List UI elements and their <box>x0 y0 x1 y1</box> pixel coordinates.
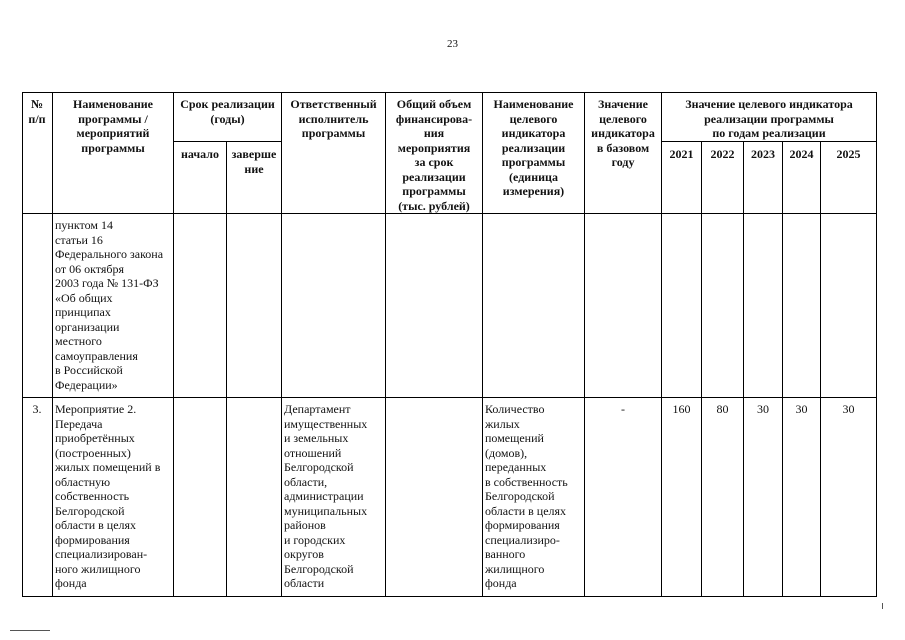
header-term: Срок реализации (годы) <box>180 97 275 126</box>
header-funding: Общий объем финансирова- ния мероприятия за срок реализации программы (тыс. рублей) <box>395 97 473 213</box>
page-number: 23 <box>447 38 458 50</box>
header-indicator-name: Наименование целевого индикатора реализации программы (единица измерения) <box>493 97 574 198</box>
row-program-name: Мероприятие 2. Передача приобретённых (построенных) жилых помещений в областную собственность Белгородской области в целях формирования специализирован- ного жилищного фонда <box>55 402 161 590</box>
header-program-name: Наименование программы / мероприятий программы <box>73 97 153 155</box>
header-year-2025: 2025 <box>836 147 861 161</box>
header-year-2022: 2022 <box>710 147 735 161</box>
row-indicator: Количество жилых помещений (домов), переданных в собственность Белгородской области в целях формирования специализиро- ванного жилищного фонда <box>485 402 568 590</box>
header-term-start: начало <box>180 147 220 161</box>
scan-mark <box>882 603 883 609</box>
header-year-2023: 2023 <box>751 147 775 161</box>
header-term-end: заверше ние <box>231 147 277 176</box>
row-base-value: - <box>621 402 625 416</box>
header-base-value: Значение целевого индикатора в базовом году <box>591 97 655 169</box>
header-num: № п/п <box>28 97 46 126</box>
header-year-2024: 2024 <box>789 147 814 161</box>
scan-mark <box>10 630 50 631</box>
row-value-2024: 30 <box>795 402 808 416</box>
header-year-2021: 2021 <box>669 147 694 161</box>
header-executor: Ответственный исполнитель программы <box>290 97 377 140</box>
header-by-years: Значение целевого индикатора реализации программы по годам реализации <box>685 97 853 140</box>
row-value-2025: 30 <box>842 402 855 416</box>
row-executor: Департамент имущественных и земельных отношений Белгородской области, администрации муниципальных районов и городских округов Белгородской области <box>284 402 368 590</box>
row-program-name: пунктом 14 статьи 16 Федерального закона от 06 октября 2003 года № 131-ФЗ «Об общих принципах организации местного самоуправления в Российской Федерации» <box>55 218 164 392</box>
row-value-2022: 80 <box>716 402 729 416</box>
row-value-2021: 160 <box>672 402 691 416</box>
row-num: 3. <box>32 402 42 416</box>
row-value-2023: 30 <box>757 402 769 416</box>
